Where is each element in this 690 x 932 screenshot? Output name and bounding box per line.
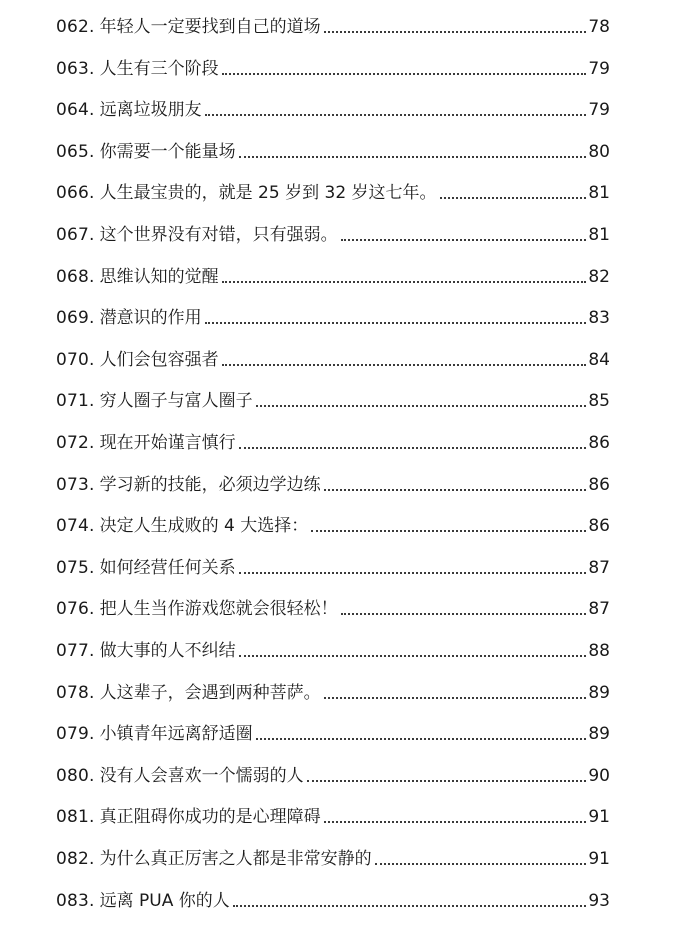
toc-entry-number: 074. [56, 516, 95, 537]
toc-entry-number: 083. [56, 890, 95, 911]
toc-entry-number: 064. [56, 100, 95, 121]
toc-dot-leader [324, 697, 587, 699]
toc-entry[interactable] [56, 715, 610, 745]
toc-entry[interactable] [56, 507, 610, 537]
toc-entry-title: 你需要一个能量场 [99, 141, 236, 162]
toc-entry-page-number: 91 [588, 807, 610, 828]
toc-dot-leader [440, 197, 587, 199]
toc-entry-title: 真正阻碍你成功的是心理障碍 [99, 807, 321, 828]
toc-entry-number: 076. [56, 599, 95, 620]
toc-entry[interactable] [56, 424, 610, 454]
toc-entry-page-number: 80 [588, 141, 610, 162]
toc-entry-number: 068. [56, 266, 95, 287]
toc-entry-page-number: 79 [588, 100, 610, 121]
toc-entry-number: 071. [56, 391, 95, 412]
toc-entry-page-number: 93 [588, 890, 610, 911]
toc-entry-number: 077. [56, 641, 95, 661]
toc-dot-leader [311, 530, 586, 532]
toc-entry-number: 062. [56, 17, 95, 37]
toc-dot-leader [205, 114, 587, 116]
toc-entry[interactable] [56, 882, 610, 912]
toc-dot-leader [222, 73, 587, 75]
toc-entry-title: 现在开始谨言慎行 [99, 433, 236, 453]
toc-dot-leader [341, 239, 587, 241]
toc-entry-number: 065. [56, 141, 95, 162]
toc-entry-title: 把人生当作游戏您就会很轻松！ [99, 599, 338, 620]
toc-dot-leader [239, 156, 587, 158]
toc-entry-page-number: 79 [588, 58, 610, 79]
toc-dot-leader [233, 905, 587, 907]
toc-entry[interactable] [56, 341, 610, 371]
toc-entry-number: 080. [56, 765, 95, 786]
toc-entry-page-number: 85 [588, 391, 610, 412]
toc-entry-page-number: 91 [588, 849, 610, 869]
toc-entry-number: 070. [56, 349, 95, 370]
toc-entry-page-number: 90 [588, 765, 610, 786]
toc-entry-number: 078. [56, 682, 95, 703]
toc-entry-page-number: 82 [588, 266, 610, 287]
toc-dot-leader [205, 322, 587, 324]
toc-dot-leader [256, 405, 587, 407]
toc-entry[interactable] [56, 8, 610, 38]
toc-entry[interactable] [56, 133, 610, 163]
toc-entry-number: 082. [56, 849, 95, 869]
toc-entry-title: 思维认知的觉醒 [99, 266, 219, 287]
toc-entry-page-number: 81 [588, 183, 610, 204]
toc-entry-title: 做大事的人不纠结 [99, 641, 236, 661]
toc-entry[interactable] [56, 840, 610, 870]
toc-entry-title: 没有人会喜欢一个懦弱的人 [99, 765, 304, 786]
toc-entry-title: 潜意识的作用 [99, 308, 202, 329]
toc-entry-title: 人生有三个阶段 [99, 58, 219, 79]
toc-entry[interactable] [56, 382, 610, 412]
toc-entry[interactable] [56, 258, 610, 288]
toc-entry-number: 079. [56, 724, 95, 745]
toc-dot-leader [375, 863, 587, 865]
toc-dot-leader [239, 447, 587, 449]
toc-entry[interactable] [56, 798, 610, 828]
toc-entry[interactable] [56, 632, 610, 662]
toc-entry-page-number: 87 [588, 599, 610, 620]
toc-entry-title: 人们会包容强者 [99, 349, 219, 370]
toc-entry-title: 小镇青年远离舒适圈 [99, 724, 253, 745]
toc-entry-number: 072. [56, 433, 95, 453]
toc-entry-number: 075. [56, 557, 95, 578]
toc-entry-number: 073. [56, 474, 95, 495]
toc-entry-title: 远离垃圾朋友 [99, 100, 202, 121]
toc-entry-page-number: 88 [588, 641, 610, 661]
toc-dot-leader [341, 613, 587, 615]
toc-entry[interactable] [56, 674, 610, 704]
toc-entry-title: 如何经营任何关系 [99, 557, 236, 578]
toc-entry[interactable] [56, 50, 610, 80]
toc-entry-number: 081. [56, 807, 95, 828]
toc-entry[interactable] [56, 174, 610, 204]
toc-entry-page-number: 84 [588, 349, 610, 370]
toc-entry-number: 066. [56, 183, 95, 204]
toc-entry-number: 067. [56, 225, 95, 245]
toc-entry-title: 这个世界没有对错，只有强弱。 [99, 225, 338, 245]
toc-entry[interactable] [56, 299, 610, 329]
toc-entry-title: 远离 PUA 你的人 [99, 890, 230, 911]
toc-entry-title: 为什么真正厉害之人都是非常安静的 [99, 849, 372, 869]
toc-entry-page-number: 78 [588, 17, 610, 37]
toc-entry-page-number: 81 [588, 225, 610, 245]
toc-entry-title: 人生最宝贵的，就是 25 岁到 32 岁这七年。 [99, 183, 437, 204]
toc-dot-leader [256, 738, 587, 740]
toc-dot-leader [222, 281, 587, 283]
toc-dot-leader [239, 655, 587, 657]
toc-entry-number: 063. [56, 58, 95, 79]
toc-dot-leader [324, 31, 587, 33]
toc-entry-page-number: 87 [588, 557, 610, 578]
toc-entry-title: 人这辈子，会遇到两种菩萨。 [99, 682, 321, 703]
toc-dot-leader [324, 489, 587, 491]
toc-entry-title: 穷人圈子与富人圈子 [99, 391, 253, 412]
toc-dot-leader [324, 821, 587, 823]
toc-entry-page-number: 86 [588, 516, 610, 537]
toc-dot-leader [239, 572, 587, 574]
toc-entry-page-number: 86 [588, 433, 610, 453]
toc-entry-title: 年轻人一定要找到自己的道场 [99, 17, 321, 37]
toc-entry-page-number: 83 [588, 308, 610, 329]
toc-entry[interactable] [56, 216, 610, 246]
toc-dot-leader [222, 364, 587, 366]
toc-entry-page-number: 89 [588, 682, 610, 703]
toc-entry[interactable] [56, 590, 610, 620]
toc-entry[interactable] [56, 757, 610, 787]
toc-entry-title: 学习新的技能，必须边学边练 [99, 474, 321, 495]
toc-entry-number: 069. [56, 308, 95, 329]
toc-entry-title: 决定人生成败的 4 大选择： [99, 516, 309, 537]
toc-entry-page-number: 86 [588, 474, 610, 495]
toc-dot-leader [307, 780, 587, 782]
toc-entry[interactable] [56, 91, 610, 121]
toc-entry[interactable] [56, 466, 610, 496]
toc-entry[interactable] [56, 549, 610, 579]
toc-entry-page-number: 89 [588, 724, 610, 745]
